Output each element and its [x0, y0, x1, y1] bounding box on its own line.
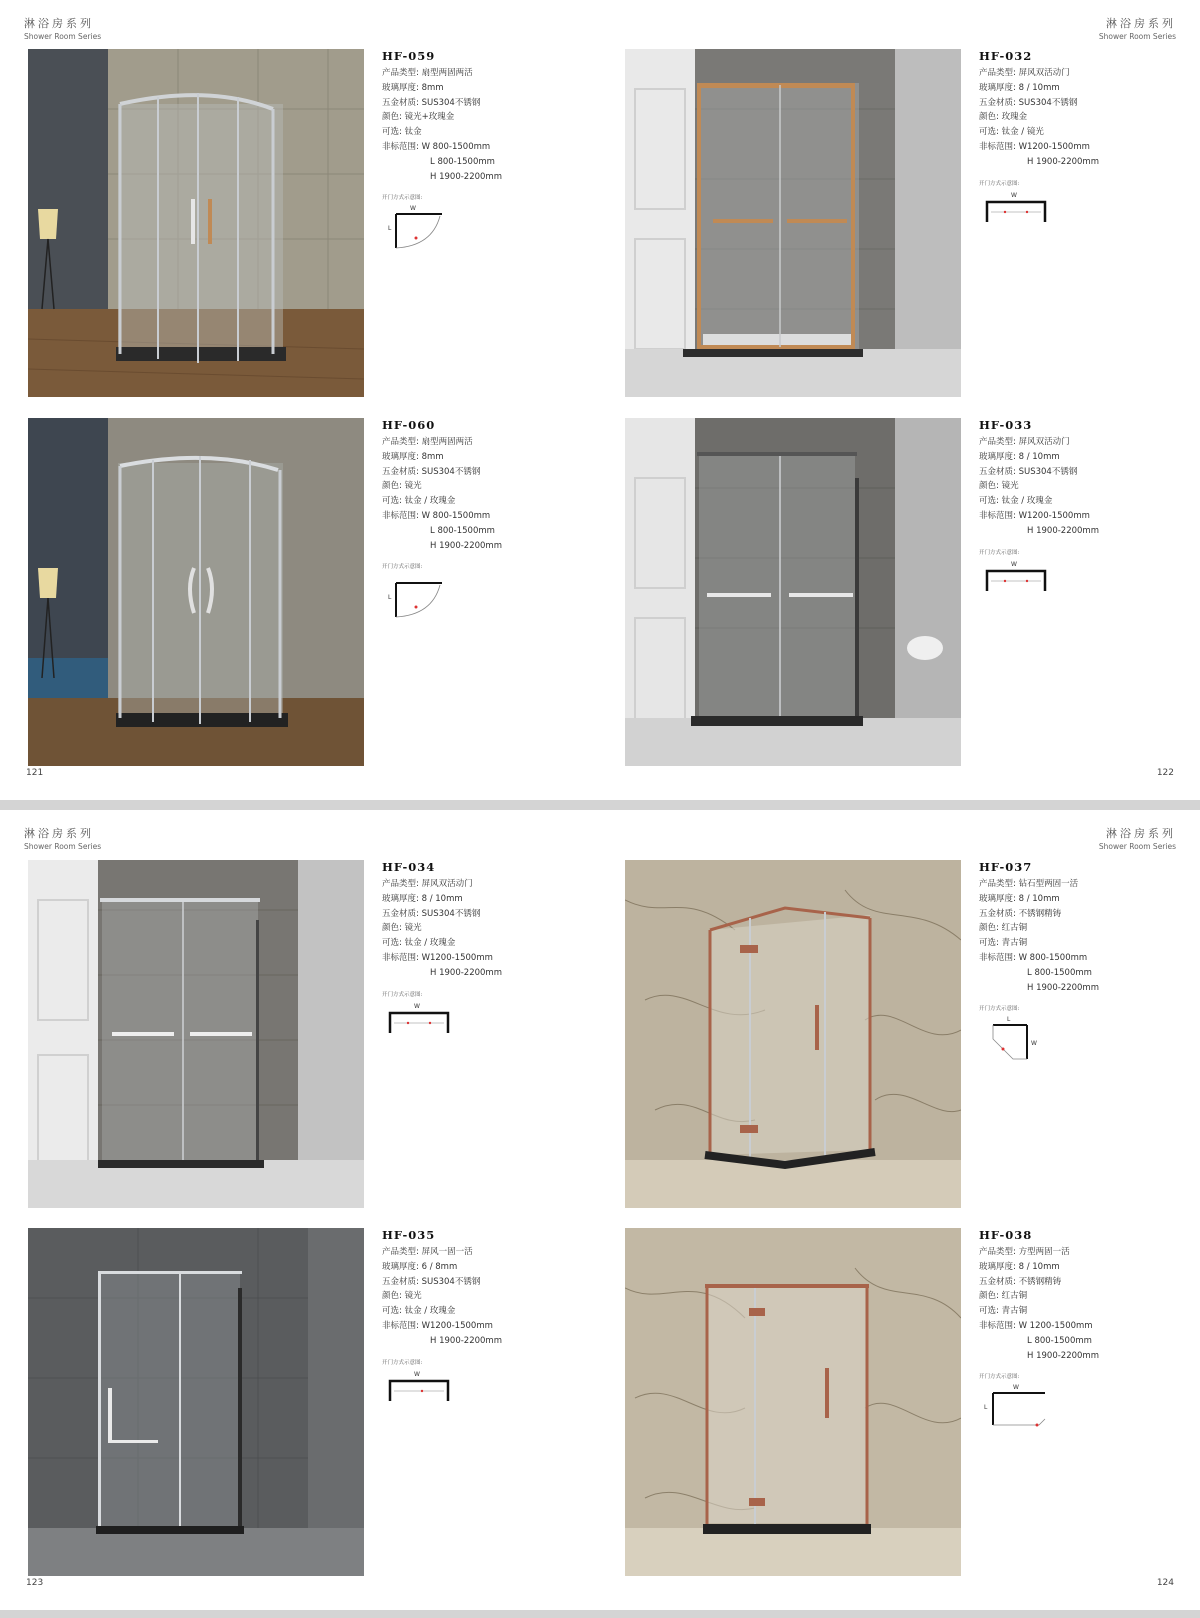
- spec-glass: [979, 1260, 1179, 1275]
- series-title-zh: 淋浴房系列: [24, 827, 94, 840]
- shower-screen-dark-photo: [625, 418, 961, 766]
- spec-color: [979, 1289, 1179, 1304]
- spec-label: 颜色:: [382, 1291, 405, 1302]
- spec-option: [979, 936, 1179, 951]
- spec-label: 非标范围:: [979, 510, 1019, 521]
- spec-range: [382, 509, 582, 524]
- catalog-spread-1: [0, 0, 1200, 800]
- spec-range-cont: L 800-1500mm: [1027, 1335, 1092, 1346]
- spec-label: 颜色:: [382, 923, 405, 934]
- spec-value: 镜光+玫瑰金: [404, 112, 455, 123]
- shower-quarter-round-photo: [28, 49, 364, 397]
- spec-hardware: [382, 1275, 582, 1290]
- spec-glass: [979, 892, 1179, 907]
- square-plan-icon: [979, 1381, 1049, 1431]
- spec-range: [382, 951, 582, 966]
- product-photo: [28, 418, 364, 766]
- model-number: HF-035: [382, 1228, 436, 1242]
- spec-color: [382, 921, 582, 936]
- shower-quarter-round-mirror-photo: [28, 418, 364, 766]
- spec-range-cont: L 800-1500mm: [430, 525, 495, 536]
- spec-hardware: [979, 907, 1179, 922]
- product-info: [979, 49, 1179, 228]
- page-number: 124: [1156, 1578, 1174, 1588]
- spec-value: W1200-1500mm: [1018, 510, 1090, 521]
- series-title-zh: 淋浴房系列: [1106, 827, 1176, 840]
- spec-hardware: [979, 96, 1179, 111]
- product-card-hf-035: [28, 1228, 588, 1578]
- spec-range: [979, 1319, 1179, 1334]
- spec-label: 非标范围:: [979, 952, 1019, 963]
- spec-label: 五金材质:: [979, 908, 1019, 919]
- spec-value: 钛金 / 玫瑰金: [1001, 496, 1053, 507]
- svg-text:L: L: [388, 594, 392, 602]
- door-opening-diagram: [979, 1373, 1049, 1431]
- spec-color: [979, 921, 1179, 936]
- spec-value: SUS304不锈钢: [421, 466, 481, 477]
- spec-range-cont: H 1900-2200mm: [1027, 156, 1099, 167]
- diagram-label: 开门方式示意图:: [382, 1359, 423, 1366]
- spec-label: 玻璃厚度:: [979, 451, 1019, 462]
- product-info: [382, 1228, 582, 1407]
- spec-label: 非标范围:: [382, 141, 422, 152]
- spec-label: 可选:: [979, 127, 1002, 138]
- spec-color: [979, 110, 1179, 125]
- spec-value: 方型两固一活: [1018, 1247, 1070, 1257]
- spec-value: 红古铜: [1001, 1291, 1028, 1302]
- spec-label: 玻璃厚度:: [382, 893, 422, 904]
- model-number: HF-059: [382, 49, 436, 63]
- spec-glass: [382, 81, 582, 96]
- spec-hardware: [979, 465, 1179, 480]
- spec-label: 五金材质:: [979, 97, 1019, 108]
- door-opening-diagram: [382, 194, 452, 252]
- product-card-hf-033: [625, 418, 1185, 768]
- spec-color: [979, 479, 1179, 494]
- spec-label: 产品类型:: [979, 437, 1019, 447]
- spec-value: 屏风双活动门: [1018, 437, 1070, 447]
- product-card-hf-032: [625, 49, 1185, 399]
- spec-type: [979, 1245, 1179, 1260]
- model-number: HF-034: [382, 860, 436, 874]
- series-header-left: [24, 18, 101, 43]
- spec-label: 产品类型:: [382, 437, 422, 447]
- spec-value: 钛金 / 玫瑰金: [404, 938, 456, 949]
- door-opening-diagram: [979, 549, 1049, 597]
- product-card-hf-059: [28, 49, 588, 399]
- spec-label: 产品类型:: [382, 879, 422, 889]
- spec-value: 青古铜: [1001, 1306, 1028, 1317]
- model-number: HF-032: [979, 49, 1033, 63]
- series-title-en: Shower Room Series: [1098, 842, 1176, 851]
- svg-text:L: L: [388, 225, 392, 233]
- spec-glass: [979, 450, 1179, 465]
- spec-value: 屏风双活动门: [421, 879, 473, 889]
- spec-range-cont: L 800-1500mm: [1027, 967, 1092, 978]
- spec-value: W 1200-1500mm: [1018, 1320, 1093, 1331]
- spec-label: 非标范围:: [382, 952, 422, 963]
- product-photo: [28, 860, 364, 1208]
- series-title-en: Shower Room Series: [24, 32, 102, 41]
- spec-value: 红古铜: [1001, 923, 1028, 934]
- spec-value: 6 / 8mm: [421, 1261, 458, 1272]
- series-header-right: [1099, 828, 1176, 853]
- spec-label: 可选:: [382, 496, 405, 507]
- door-opening-diagram: [382, 991, 452, 1039]
- spec-label: 玻璃厚度:: [382, 82, 422, 93]
- spec-value: SUS304不锈钢: [421, 97, 481, 108]
- spec-label: 颜色:: [382, 481, 405, 492]
- shower-screen-one-fixed-photo: [28, 1228, 364, 1576]
- spec-hardware: [382, 465, 582, 480]
- inline-screen-plan-icon: [979, 557, 1049, 597]
- spec-type: [979, 435, 1179, 450]
- spec-label: 非标范围:: [979, 1320, 1019, 1331]
- spec-label: 可选:: [382, 127, 405, 138]
- door-opening-diagram: [979, 1005, 1049, 1063]
- shower-screen-silver-photo: [28, 860, 364, 1208]
- model-number: HF-033: [979, 418, 1033, 432]
- spec-value: 镜光: [1001, 481, 1019, 492]
- model-number: HF-038: [979, 1228, 1033, 1242]
- spec-value: 扇型两固两活: [421, 68, 473, 78]
- spec-range: [382, 140, 582, 155]
- shower-square-copper-photo: [625, 1228, 961, 1576]
- inline-screen-plan-icon: [979, 188, 1049, 228]
- spec-label: 非标范围:: [382, 1320, 422, 1331]
- spec-label: 颜色:: [979, 112, 1002, 123]
- series-title-zh: 淋浴房系列: [1106, 17, 1176, 30]
- svg-text:W: W: [410, 205, 416, 213]
- inline-single-door-plan-icon: [382, 1367, 452, 1407]
- spec-type: [382, 435, 582, 450]
- model-number: HF-060: [382, 418, 436, 432]
- spec-option: [979, 125, 1179, 140]
- spec-value: 钛金 / 玫瑰金: [404, 496, 456, 507]
- spec-option: [979, 1304, 1179, 1319]
- spec-value: SUS304不锈钢: [421, 1276, 481, 1287]
- spec-type: [979, 66, 1179, 81]
- spec-color: [382, 110, 582, 125]
- spec-label: 非标范围:: [382, 510, 422, 521]
- spec-value: 钻石型两固一活: [1018, 879, 1079, 889]
- spec-value: 不锈钢精铸: [1018, 908, 1062, 919]
- spec-type: [382, 877, 582, 892]
- svg-text:W: W: [1031, 1040, 1037, 1048]
- product-info: [382, 418, 582, 621]
- spec-label: 五金材质:: [382, 1276, 422, 1287]
- svg-text:W: W: [414, 1002, 420, 1010]
- spec-label: 五金材质:: [382, 97, 422, 108]
- inline-screen-plan-icon: [382, 999, 452, 1039]
- spec-glass: [382, 892, 582, 907]
- spec-range: [979, 509, 1179, 524]
- spec-range-cont: H 1900-2200mm: [1027, 1350, 1099, 1361]
- spec-glass: [979, 81, 1179, 96]
- svg-text:W: W: [1011, 560, 1017, 568]
- diagram-label: 开门方式示意图:: [382, 564, 423, 571]
- shower-screen-gold-photo: [625, 49, 961, 397]
- spec-value: W 800-1500mm: [421, 510, 491, 521]
- model-number: HF-037: [979, 860, 1033, 874]
- series-header-left: [24, 828, 101, 853]
- shower-diamond-copper-photo: [625, 860, 961, 1208]
- spec-value: 不锈钢精铸: [1018, 1276, 1062, 1287]
- spec-hardware: [979, 1275, 1179, 1290]
- spec-value: W1200-1500mm: [1018, 141, 1090, 152]
- series-title-en: Shower Room Series: [1098, 32, 1176, 41]
- spec-label: 产品类型:: [979, 879, 1019, 889]
- spec-label: 产品类型:: [382, 1247, 422, 1257]
- spec-range-cont: H 1900-2200mm: [430, 540, 502, 551]
- series-title-en: Shower Room Series: [24, 842, 102, 851]
- spec-value: 8 / 10mm: [421, 893, 463, 904]
- spec-value: SUS304不锈钢: [1018, 97, 1078, 108]
- spec-value: SUS304不锈钢: [421, 908, 481, 919]
- product-card-hf-038: [625, 1228, 1185, 1578]
- spec-type: [979, 877, 1179, 892]
- spec-value: 青古铜: [1001, 938, 1028, 949]
- spec-hardware: [382, 907, 582, 922]
- diagram-label: 开门方式示意图:: [979, 180, 1020, 187]
- series-title-zh: 淋浴房系列: [24, 17, 94, 30]
- spec-label: 产品类型:: [979, 68, 1019, 78]
- spec-value: 8 / 10mm: [1018, 82, 1060, 93]
- product-photo: [28, 49, 364, 397]
- diagram-label: 开门方式示意图:: [382, 991, 423, 998]
- spec-range: [382, 1319, 582, 1334]
- spec-value: W1200-1500mm: [421, 1320, 493, 1331]
- series-header-right: [1099, 18, 1176, 43]
- diamond-plan-icon: [979, 1013, 1049, 1063]
- spec-option: [382, 125, 582, 140]
- spec-label: 玻璃厚度:: [979, 82, 1019, 93]
- spread-divider: [0, 800, 1200, 810]
- spec-option: [382, 1304, 582, 1319]
- quarter-round-plan-icon: [382, 202, 452, 252]
- product-info: [979, 418, 1179, 597]
- spec-value: 镜光: [404, 481, 422, 492]
- spec-label: 玻璃厚度:: [382, 451, 422, 462]
- spec-value: W1200-1500mm: [421, 952, 493, 963]
- spec-label: 五金材质:: [979, 466, 1019, 477]
- spec-label: 五金材质:: [382, 466, 422, 477]
- spec-range-cont: L 800-1500mm: [430, 156, 495, 167]
- page-number: 123: [26, 1578, 44, 1588]
- product-photo: [625, 418, 961, 766]
- page-number: 122: [1156, 768, 1174, 778]
- spec-label: 非标范围:: [979, 141, 1019, 152]
- spec-value: W 800-1500mm: [421, 141, 491, 152]
- spread-divider: [0, 1610, 1200, 1618]
- spec-range: [979, 140, 1179, 155]
- spec-value: 8 / 10mm: [1018, 1261, 1060, 1272]
- spec-label: 可选:: [382, 938, 405, 949]
- spec-glass: [382, 450, 582, 465]
- spec-value: 8 / 10mm: [1018, 893, 1060, 904]
- spec-option: [382, 494, 582, 509]
- spec-label: 颜色:: [979, 1291, 1002, 1302]
- door-opening-diagram: [382, 563, 452, 621]
- product-card-hf-060: [28, 418, 588, 768]
- spec-range-cont: H 1900-2200mm: [430, 1335, 502, 1346]
- svg-text:W: W: [414, 1370, 420, 1378]
- spec-range: [979, 951, 1179, 966]
- door-opening-diagram: [979, 180, 1049, 228]
- spec-label: 玻璃厚度:: [979, 893, 1019, 904]
- spec-value: 8mm: [421, 82, 444, 93]
- spec-value: 8mm: [421, 451, 444, 462]
- spec-value: 钛金 / 玫瑰金: [404, 1306, 456, 1317]
- product-info: [382, 49, 582, 252]
- catalog-spread-2: [0, 810, 1200, 1610]
- diagram-label: 开门方式示意图:: [979, 1006, 1020, 1013]
- spec-value: 玫瑰金: [1001, 112, 1028, 123]
- spec-label: 产品类型:: [979, 1247, 1019, 1257]
- product-info: [979, 1228, 1179, 1431]
- svg-text:L: L: [984, 1404, 988, 1412]
- product-photo: [625, 1228, 961, 1576]
- spec-value: 扇型两固两活: [421, 437, 473, 447]
- svg-text:W: W: [1013, 1384, 1019, 1392]
- door-opening-diagram: [382, 1359, 452, 1407]
- spec-color: [382, 1289, 582, 1304]
- spec-label: 可选:: [979, 938, 1002, 949]
- spec-value: 屏风双活动门: [1018, 68, 1070, 78]
- spec-value: 8 / 10mm: [1018, 451, 1060, 462]
- spec-label: 颜色:: [979, 481, 1002, 492]
- product-info: [382, 860, 582, 1039]
- spec-label: 五金材质:: [979, 1276, 1019, 1287]
- spec-label: 可选:: [382, 1306, 405, 1317]
- spec-value: W 800-1500mm: [1018, 952, 1088, 963]
- spec-value: 镜光: [404, 923, 422, 934]
- spec-value: 钛金: [404, 127, 422, 138]
- page-number: 121: [26, 768, 44, 778]
- spec-type: [382, 66, 582, 81]
- spec-color: [382, 479, 582, 494]
- spec-value: SUS304不锈钢: [1018, 466, 1078, 477]
- product-card-hf-037: [625, 860, 1185, 1210]
- spec-label: 玻璃厚度:: [979, 1261, 1019, 1272]
- spec-label: 产品类型:: [382, 68, 422, 78]
- spec-value: 镜光: [404, 1291, 422, 1302]
- quarter-round-plan-icon: [382, 571, 452, 621]
- spec-hardware: [382, 96, 582, 111]
- spec-label: 玻璃厚度:: [382, 1261, 422, 1272]
- spec-label: 颜色:: [382, 112, 405, 123]
- product-card-hf-034: [28, 860, 588, 1210]
- diagram-label: 开门方式示意图:: [979, 549, 1020, 556]
- spec-value: 钛金 / 镜光: [1001, 127, 1044, 138]
- diagram-label: 开门方式示意图:: [979, 1374, 1020, 1381]
- spec-option: [382, 936, 582, 951]
- spec-label: 颜色:: [979, 923, 1002, 934]
- spec-range-cont: H 1900-2200mm: [430, 171, 502, 182]
- svg-text:W: W: [1011, 191, 1017, 199]
- svg-text:L: L: [1007, 1016, 1011, 1024]
- spec-label: 五金材质:: [382, 908, 422, 919]
- product-photo: [625, 49, 961, 397]
- product-info: [979, 860, 1179, 1063]
- product-photo: [28, 1228, 364, 1576]
- spec-range-cont: H 1900-2200mm: [1027, 525, 1099, 536]
- product-photo: [625, 860, 961, 1208]
- spec-option: [979, 494, 1179, 509]
- spec-type: [382, 1245, 582, 1260]
- spec-range-cont: H 1900-2200mm: [1027, 982, 1099, 993]
- spec-glass: [382, 1260, 582, 1275]
- spec-value: 屏风一固一活: [421, 1247, 473, 1257]
- spec-range-cont: H 1900-2200mm: [430, 967, 502, 978]
- spec-label: 可选:: [979, 1306, 1002, 1317]
- spec-label: 可选:: [979, 496, 1002, 507]
- diagram-label: 开门方式示意图:: [382, 195, 423, 202]
